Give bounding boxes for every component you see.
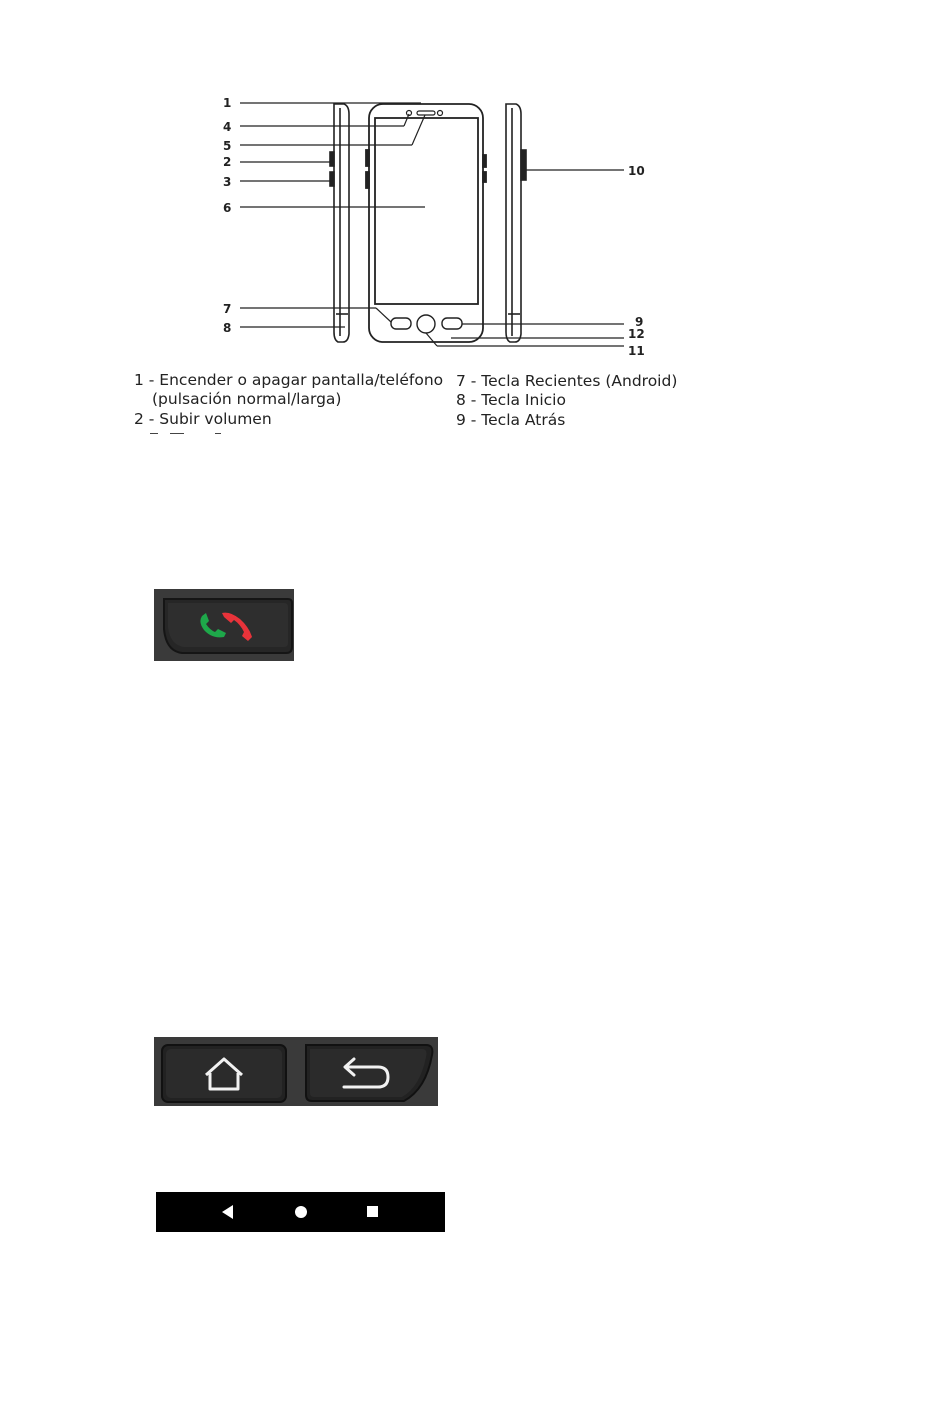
callout-5: 5 <box>223 139 232 153</box>
callout-8: 8 <box>223 321 232 335</box>
callout-lines <box>240 103 624 346</box>
legend-item-8: 8 - Tecla Inicio <box>456 391 566 409</box>
phone-left-side-view <box>330 104 349 342</box>
callout-4: 4 <box>223 120 232 134</box>
callout-2: 2 <box>223 155 232 169</box>
recents-square-icon <box>367 1206 378 1217</box>
callout-6: 6 <box>223 201 232 215</box>
legend-item-1: 1 - Encender o apagar pantalla/teléfono <box>134 371 444 389</box>
callout-1: 1 <box>223 96 232 110</box>
legend-cut-off-line <box>130 433 430 443</box>
home-circle-icon <box>295 1206 307 1218</box>
call-key-image <box>154 589 294 661</box>
android-navbar-image <box>156 1192 445 1232</box>
back-triangle-icon <box>222 1205 233 1219</box>
legend-item-7: 7 - Tecla Recientes (Android) <box>456 372 678 390</box>
callout-11: 11 <box>628 344 645 358</box>
phone-front-view <box>366 104 486 342</box>
callout-12: 12 <box>628 327 645 341</box>
android-navbar-icons <box>156 1192 445 1232</box>
home-back-keys-image <box>154 1037 438 1106</box>
phone-diagram <box>0 0 950 360</box>
callout-9: 9 <box>635 315 644 329</box>
callout-10: 10 <box>628 164 645 178</box>
phone-right-side-view <box>506 104 526 342</box>
callout-3: 3 <box>223 175 232 189</box>
legend-item-2: 2 - Subir volumen <box>134 410 272 428</box>
legend-item-1-detail: (pulsación normal/larga) <box>152 390 342 408</box>
callout-7: 7 <box>223 302 232 316</box>
legend-item-9: 9 - Tecla Atrás <box>456 411 566 429</box>
